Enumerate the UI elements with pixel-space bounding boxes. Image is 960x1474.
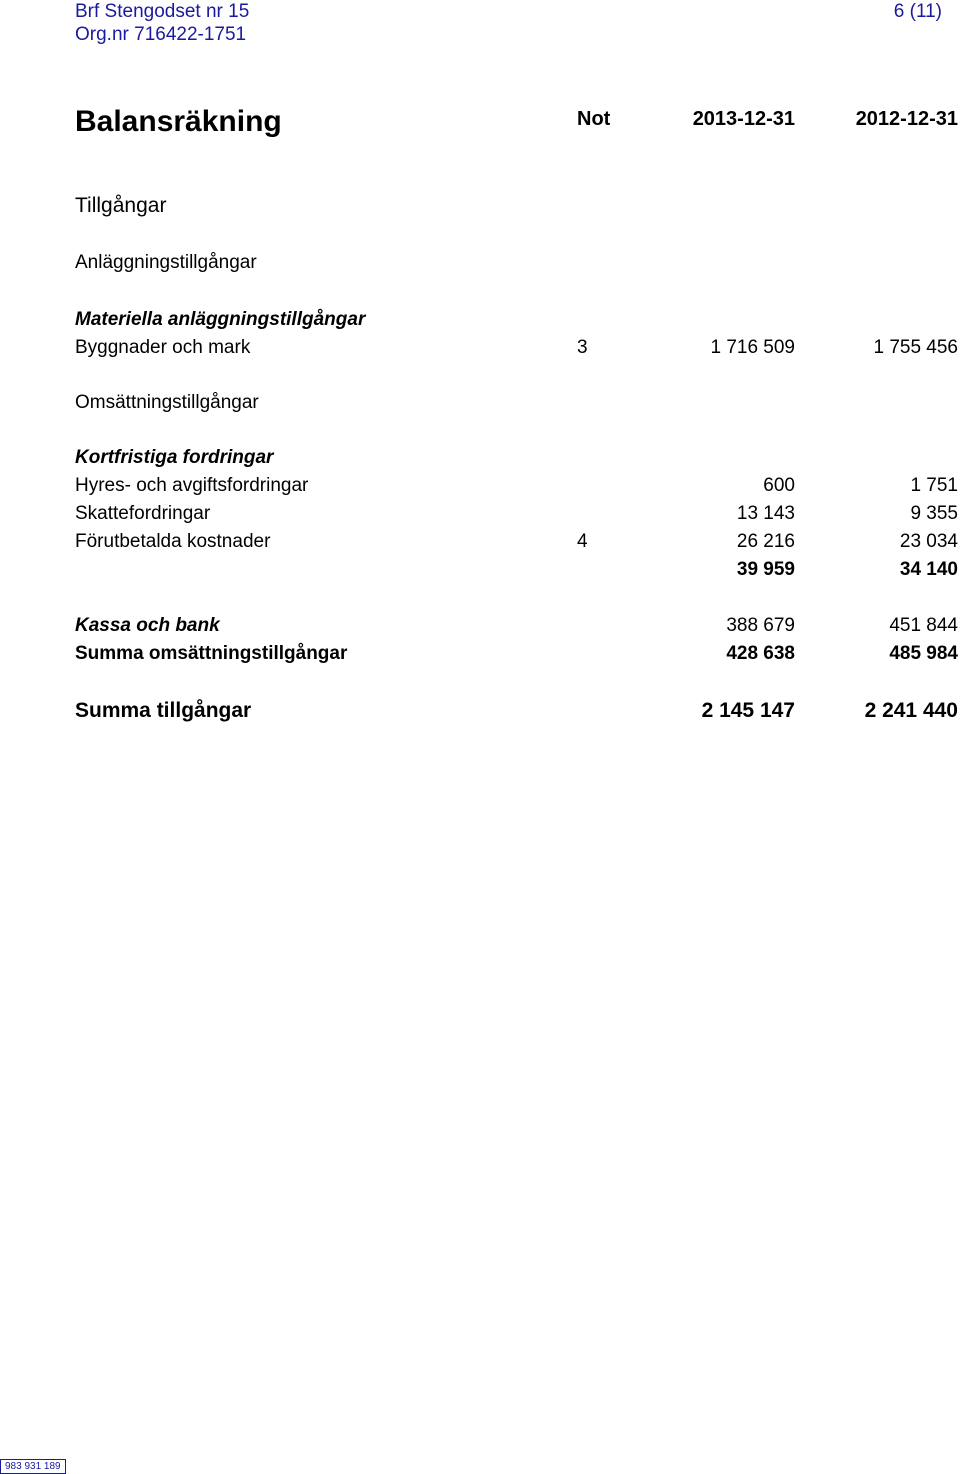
- row-value-2013: 428 638: [726, 643, 795, 664]
- year-2013-column-header: 2013-12-31: [692, 108, 795, 130]
- current-assets-heading: Omsättningstillgångar: [75, 392, 259, 413]
- row-value-2013: 26 216: [736, 531, 795, 552]
- subtotal-row: [0, 641, 960, 667]
- table-row: [0, 529, 960, 555]
- subtotal-value-2012: 34 140: [899, 559, 958, 580]
- table-row: [0, 335, 960, 361]
- row-label: Förutbetalda kostnader: [75, 531, 271, 552]
- row-value-2012: 2 241 440: [864, 699, 958, 722]
- row-value-2012: 9 355: [910, 503, 958, 524]
- row-value-2013: 13 143: [736, 503, 795, 524]
- page-title: Balansräkning: [75, 105, 282, 138]
- table-row: [0, 613, 960, 639]
- row-value-2012: 451 844: [889, 615, 958, 636]
- row-note: 3: [577, 337, 588, 358]
- table-row: [0, 473, 960, 499]
- short-term-receivables-heading: Kortfristiga fordringar: [75, 447, 274, 468]
- row-value-2013: 388 679: [726, 615, 795, 636]
- row-label: Summa tillgångar: [75, 699, 252, 722]
- subtotal-value-2013: 39 959: [736, 559, 795, 580]
- row-label: Hyres- och avgiftsfordringar: [75, 475, 309, 496]
- row-value-2013: 600: [763, 475, 795, 496]
- page-number: 6 (11): [893, 1, 942, 22]
- section-heading-row: [0, 250, 960, 276]
- table-row: [0, 501, 960, 527]
- row-label: Skattefordringar: [75, 503, 211, 524]
- assets-heading: Tillgångar: [75, 194, 167, 217]
- section-heading-row: [0, 390, 960, 416]
- company-name: Brf Stengodset nr 15: [75, 1, 250, 22]
- document-code: 983 931 189: [0, 1459, 66, 1474]
- section-heading-row: [0, 307, 960, 333]
- row-value-2012: 23 034: [899, 531, 958, 552]
- row-label: Summa omsättningstillgångar: [75, 643, 348, 664]
- subtotal-row: [0, 557, 960, 583]
- section-heading-row: [0, 193, 960, 219]
- fixed-assets-heading: Anläggningstillgångar: [75, 252, 257, 273]
- org-number: Org.nr 716422-1751: [75, 24, 247, 45]
- row-value-2013: 1 716 509: [710, 337, 795, 358]
- row-label: Byggnader och mark: [75, 337, 251, 358]
- row-note: 4: [577, 531, 588, 552]
- row-value-2012: 485 984: [889, 643, 958, 664]
- note-column-header: Not: [577, 108, 611, 130]
- section-heading-row: [0, 445, 960, 471]
- row-label: Kassa och bank: [75, 615, 220, 636]
- tangible-fixed-assets-heading: Materiella anläggningstillgångar: [75, 309, 366, 330]
- row-value-2012: 1 751: [910, 475, 958, 496]
- row-value-2012: 1 755 456: [873, 337, 958, 358]
- balance-sheet-title-row: [0, 103, 960, 141]
- row-value-2013: 2 145 147: [701, 699, 795, 722]
- total-row: [0, 698, 960, 724]
- year-2012-column-header: 2012-12-31: [855, 108, 958, 130]
